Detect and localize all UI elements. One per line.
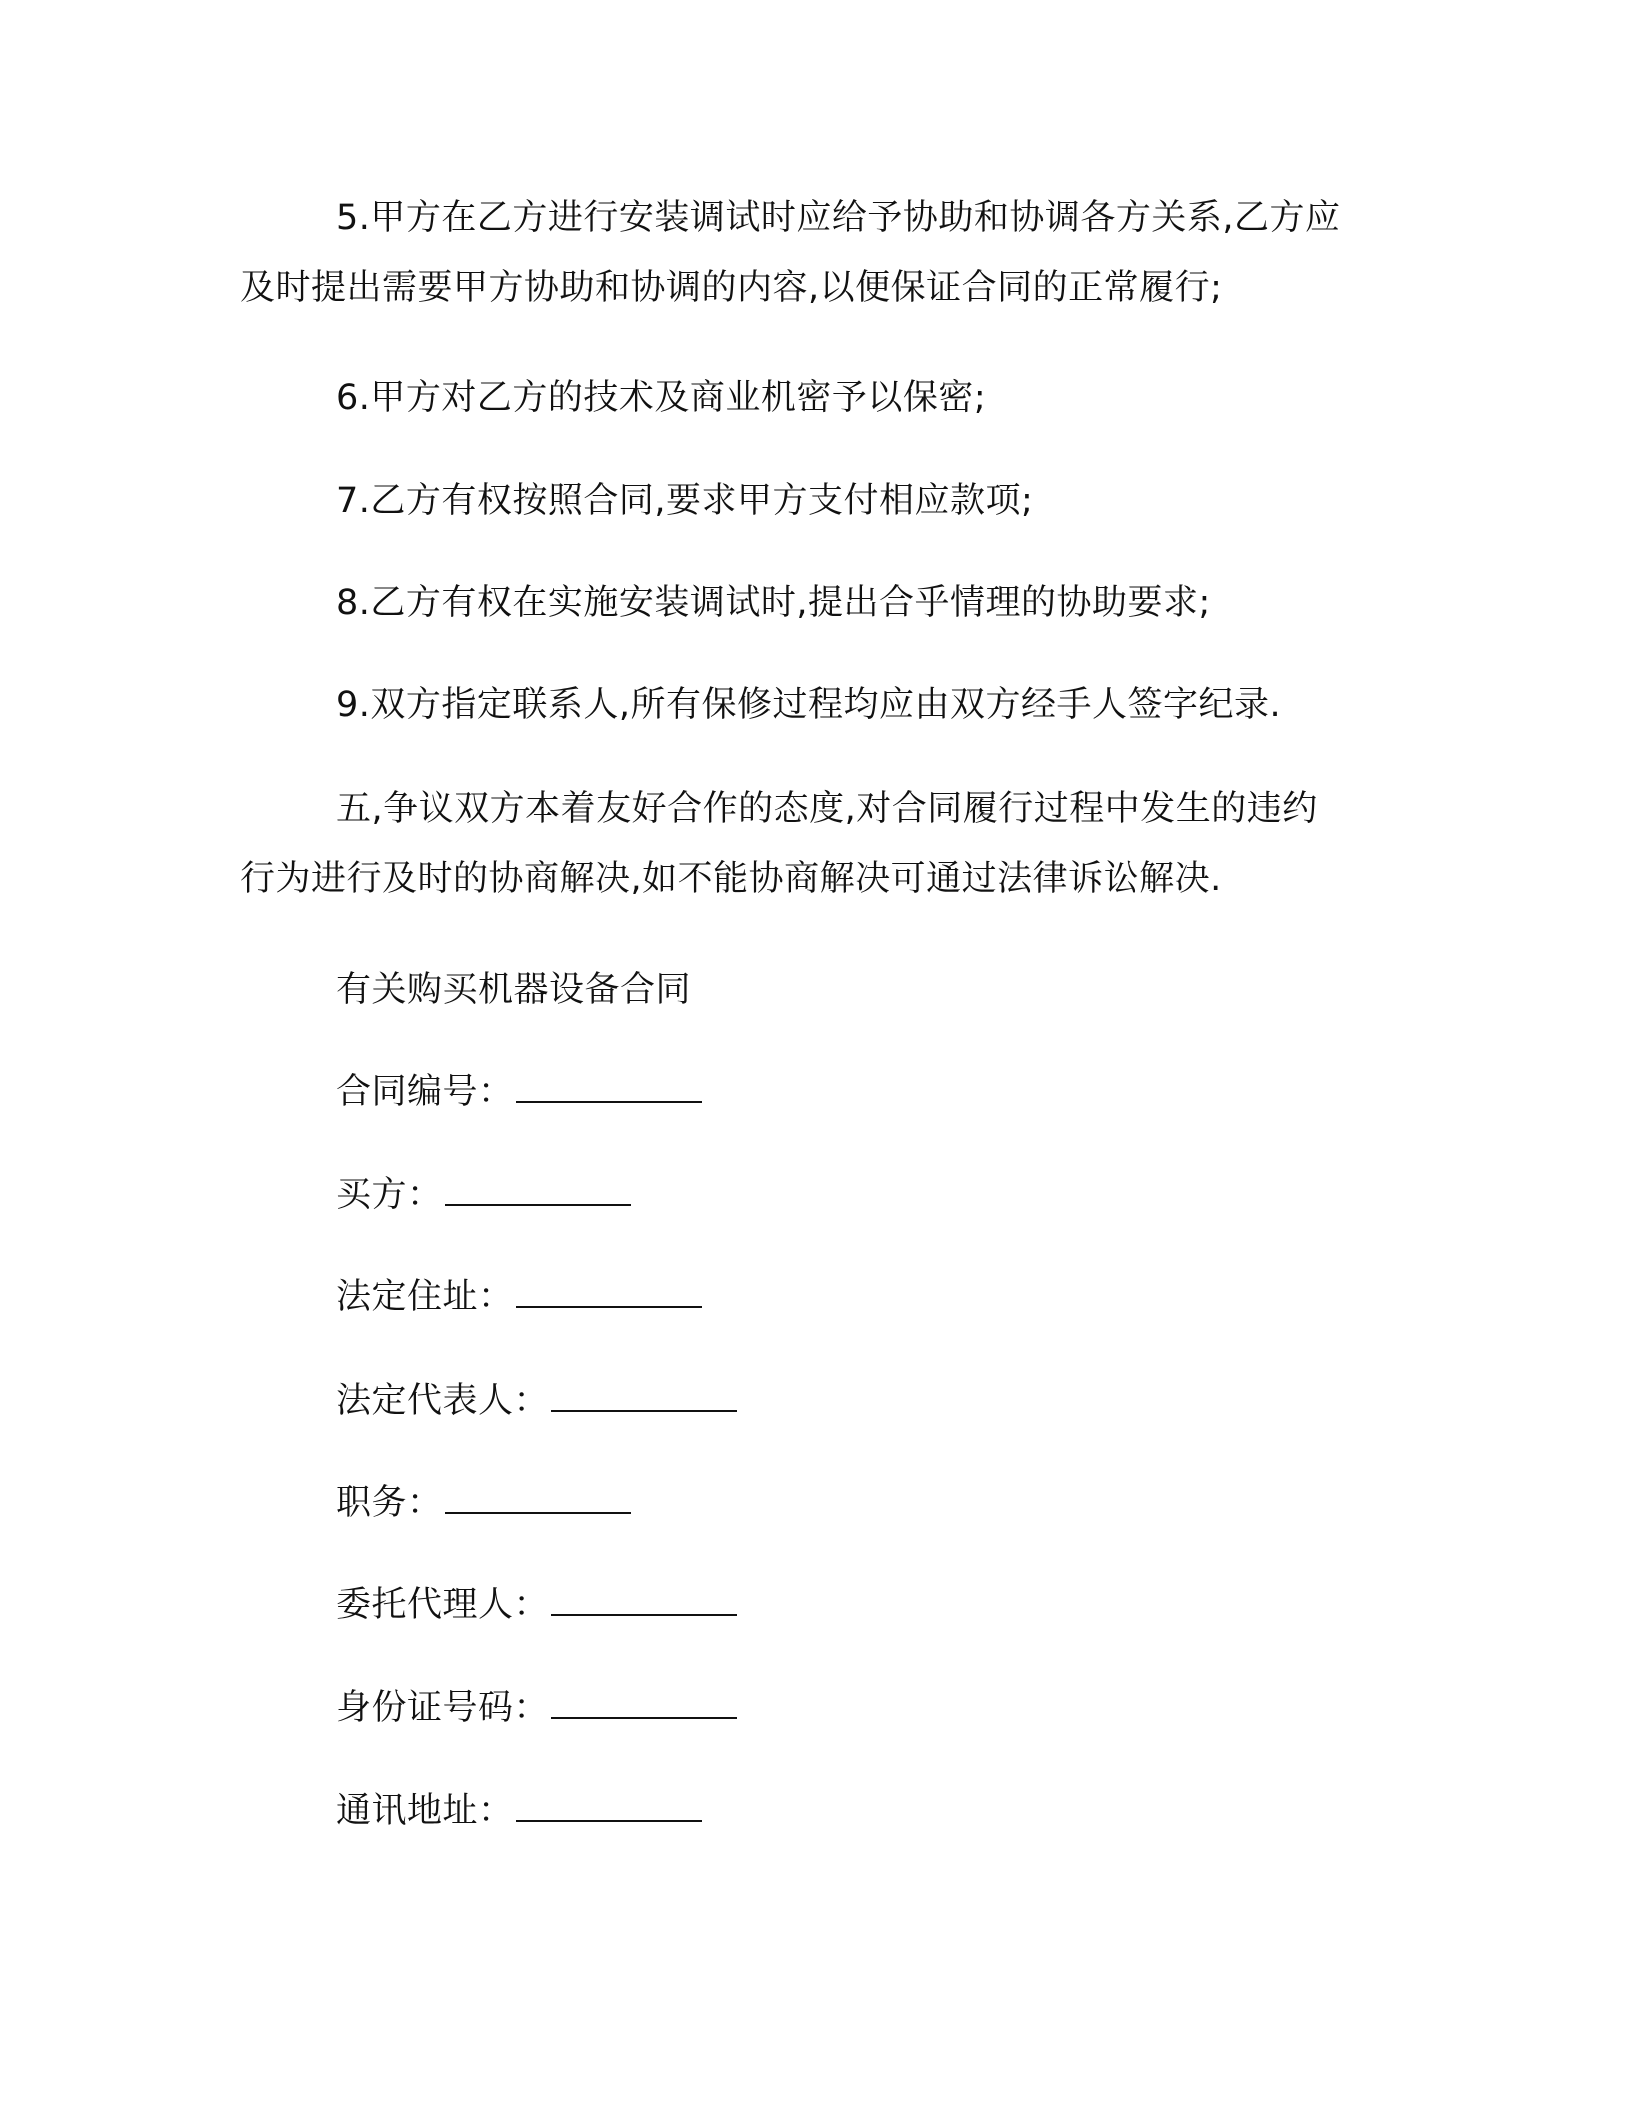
fill-in-blank	[516, 1792, 702, 1822]
section-5-line-2: 行为进行及时的协商解决,如不能协商解决可通过法律诉讼解决.	[240, 859, 1222, 899]
field-legal-rep	[336, 1366, 737, 1436]
section-5-dispute	[240, 774, 1400, 914]
field-label: 委托代理人：	[336, 1585, 550, 1625]
fill-in-blank	[551, 1586, 737, 1616]
field-label: 身份证号码：	[336, 1688, 550, 1728]
clause-5-line-2: 及时提出需要甲方协助和协调的内容,以便保证合同的正常履行;	[240, 268, 1223, 308]
field-mail-address	[336, 1776, 702, 1846]
fill-in-blank	[551, 1382, 737, 1412]
clause-6: 6.甲方对乙方的技术及商业机密予以保密;	[336, 378, 987, 418]
field-label: 职务：	[336, 1483, 443, 1523]
clause-5-line-1: 5.甲方在乙方进行安装调试时应给予协助和协调各方关系,乙方应	[336, 198, 1341, 238]
fill-in-blank	[445, 1484, 631, 1514]
field-label: 买方：	[336, 1175, 443, 1215]
fill-in-blank	[516, 1278, 702, 1308]
field-position	[336, 1468, 631, 1538]
field-label: 法定住址：	[336, 1277, 514, 1317]
clause-8: 8.乙方有权在实施安装调试时,提出合乎情理的协助要求;	[336, 583, 1211, 623]
clause-5	[240, 183, 1400, 323]
contract-title: 有关购买机器设备合同	[336, 970, 692, 1010]
section-5-line-1: 五,争议双方本着友好合作的态度,对合同履行过程中发生的违约	[336, 789, 1318, 829]
field-id-no	[336, 1673, 737, 1743]
fill-in-blank	[551, 1689, 737, 1719]
field-label: 法定代表人：	[336, 1381, 550, 1421]
field-agent	[336, 1570, 737, 1640]
field-label: 合同编号：	[336, 1072, 514, 1112]
field-address	[336, 1262, 702, 1332]
fill-in-blank	[516, 1073, 702, 1103]
clause-7: 7.乙方有权按照合同,要求甲方支付相应款项;	[336, 481, 1034, 521]
clause-9: 9.双方指定联系人,所有保修过程均应由双方经手人签字纪录.	[336, 685, 1282, 725]
field-buyer	[336, 1160, 631, 1230]
field-label: 通讯地址：	[336, 1791, 514, 1831]
field-contract-no	[336, 1057, 702, 1127]
fill-in-blank	[445, 1176, 631, 1206]
